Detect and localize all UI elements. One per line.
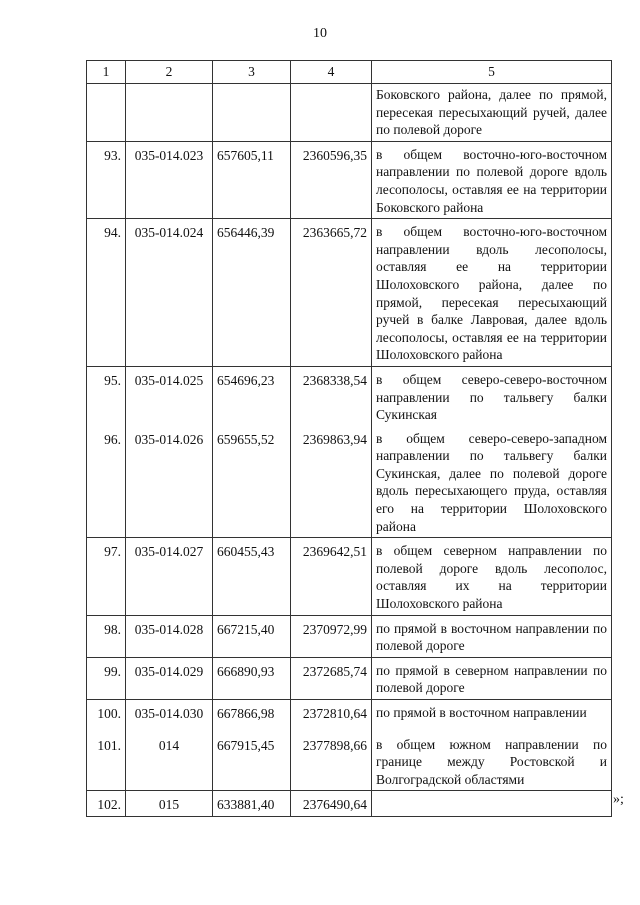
boundary-description: в общем северо-северо-западном направлении по тальвегу балки Сукинская, далее по полевой дороге вдоль пересыхающего пруда, оставляя его на территории Шолоховского района — [376, 430, 607, 534]
coord-y: 2377898,66 — [302, 737, 367, 753]
coord-y: 2369863,94 — [302, 431, 367, 447]
boundary-description: в общем северо-северо-восточном направлении по тальвегу балки Сукинская — [376, 371, 607, 423]
boundary-description: в общем северном направлении по полевой дороге вдоль лесополос, оставляя их на территории Шолоховского района — [376, 543, 607, 612]
point-number: 95. — [104, 372, 121, 388]
header-cell: 1 — [87, 61, 126, 84]
point-code: 035-014.025 — [134, 372, 204, 388]
coord-x: 633881,40 — [217, 797, 275, 813]
point-number: 100. — [97, 706, 121, 721]
point-code: 014 — [158, 737, 180, 753]
point-number — [91, 84, 121, 91]
point-code: 035-014.023 — [134, 147, 204, 163]
boundary-description: в общем восточно-юго-восточном направлении по полевой дороге вдоль лесополосы, оставляя ее на территории Боковского района — [376, 146, 607, 215]
header-cell: 4 — [291, 61, 372, 84]
header-cell: 3 — [213, 61, 291, 84]
coordinates-table — [86, 60, 612, 817]
point-code: 035-014.028 — [134, 621, 204, 637]
header-cell: 5 — [372, 61, 612, 84]
point-number: 101. — [97, 737, 121, 753]
closing-quote-mark: »; — [613, 792, 624, 807]
point-number: 98. — [104, 621, 121, 637]
table-row — [87, 700, 612, 725]
coord-y: 2368338,54 — [302, 372, 367, 388]
point-number: 93. — [104, 147, 121, 163]
coord-y: 2360596,35 — [302, 147, 367, 163]
point-code: 035-014.024 — [134, 225, 204, 241]
coord-x: 656446,39 — [217, 225, 275, 241]
coord-x — [217, 84, 286, 91]
point-code — [130, 84, 208, 91]
point-number: 97. — [104, 544, 121, 560]
header-cell: 2 — [126, 61, 213, 84]
table-row — [87, 657, 612, 699]
coord-y: 2376490,64 — [302, 797, 367, 813]
coord-x: 657605,11 — [217, 147, 274, 163]
point-code: 015 — [158, 797, 180, 813]
table-row — [87, 615, 612, 657]
boundary-description: по прямой в северном направлении по полевой дороге — [376, 662, 607, 696]
point-code: 035-014.026 — [134, 431, 204, 447]
coord-y — [295, 84, 367, 91]
boundary-description: по прямой в восточном направлении — [376, 705, 587, 720]
table-row — [87, 426, 612, 538]
coord-x: 660455,43 — [217, 544, 275, 560]
point-number: 94. — [104, 225, 121, 241]
boundary-description: Боковского района, далее по прямой, пересекая пересыхающий ручей, далее по полевой дороге — [376, 87, 607, 138]
coord-x: 667915,45 — [217, 737, 275, 753]
table-header-row — [87, 61, 612, 84]
coord-x: 667866,98 — [217, 706, 275, 721]
coord-x: 666890,93 — [217, 663, 275, 679]
table-row — [87, 791, 612, 817]
boundary-description: в общем южном направлении по границе между Ростовской и Волгоградской областями — [376, 736, 607, 787]
point-code: 035-014.030 — [134, 706, 204, 721]
table-row — [87, 366, 612, 425]
point-number: 96. — [104, 431, 121, 447]
table-row — [87, 141, 612, 218]
boundary-description: по прямой в восточном направлении по полевой дороге — [376, 620, 607, 654]
point-number: 99. — [104, 663, 121, 679]
coord-x: 659655,52 — [217, 431, 275, 447]
coord-y: 2372810,64 — [302, 706, 367, 721]
coord-y: 2372685,74 — [302, 663, 367, 679]
point-code: 035-014.029 — [134, 663, 204, 679]
page-number: 10 — [313, 26, 327, 41]
coord-x: 667215,40 — [217, 621, 275, 637]
table-row — [87, 84, 612, 142]
point-number: 102. — [97, 797, 121, 813]
boundary-description: в общем восточно-юго-восточном направлении вдоль лесополосы, оставляя ее на территории Шолоховского района, далее по прямой, пересекая пересыхающий ручей в балке Лавровая, далее вдоль лесополосы, оставляя ее на территории Шолоховского района — [376, 224, 607, 363]
coord-x: 654696,23 — [217, 372, 275, 388]
table-row — [87, 219, 612, 367]
coord-y: 2370972,99 — [302, 621, 367, 637]
boundary-description — [376, 791, 607, 814]
table-row — [87, 725, 612, 791]
coord-y: 2363665,72 — [302, 225, 367, 241]
coord-y: 2369642,51 — [302, 544, 367, 560]
table-row — [87, 538, 612, 615]
point-code: 035-014.027 — [134, 544, 204, 560]
